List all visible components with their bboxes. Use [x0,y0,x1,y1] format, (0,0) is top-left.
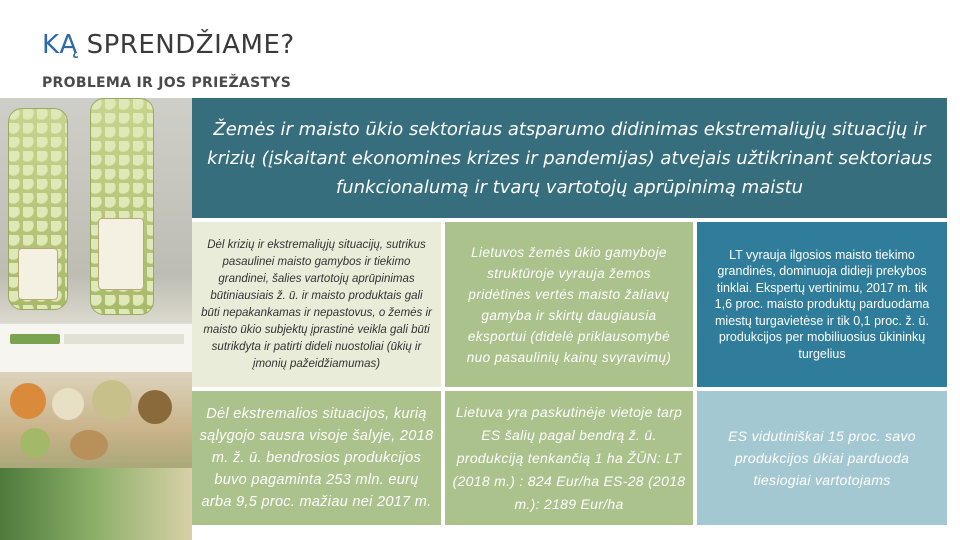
cell-text: Dėl krizių ir ekstremaliųjų situacijų, sutrikus pasaulinei maisto gamybos ir tiekimo grandinei, šalies vartotojų aprūpinimas būtiniausiais ž. ū. ir maisto produktais gali būti nepakankamas ir nepastovus, o žemės ir maisto ūkio subjektų įprastinė veikla gali būti sutrikdyta ir patirti dideli nuostoliai (ūkių ir įmonių pažeidžiamumas) [201,238,432,370]
bottle-label-left [18,248,58,300]
fruit-orange [10,383,46,419]
cell-drought-loss [192,391,441,525]
bottle-label-right [98,218,144,290]
farm-shop-photo [0,468,192,540]
page-subtitle: PROBLEMA IR JOS PRIEŽASTYS [42,75,292,91]
cell-eu-direct-sales [697,391,947,525]
website-menu [64,334,184,344]
cheese-round [92,380,132,420]
product-photo-collage [0,98,192,540]
title-accent: KĄ [42,30,78,60]
cell-eu-ranking [445,391,693,525]
cell-low-value-production [445,222,693,387]
page-title [42,30,295,60]
cell-text: Lietuva yra paskutinėje vietoje tarp ES šalių pagal bendrą ž. ū. produkciją tenkančią 1 ha ŽŪN: LT (2018 m.) : 824 Eur/ha ES-28 (2018 m.): 2189 Eur/ha [452,403,686,512]
banner-text: Žemės ir maisto ūkio sektoriaus atsparumo didinimas ekstremaliųjų situacijų ir krizių (įskaitant ekonomines krizes ir pandemijas) atvejais užtikrinant sektoriaus funkcionalumą ir tvarų vartotojų aprūpinimą maistu [207,118,932,198]
cell-text: Dėl ekstremalios situacijos, kurią sąlygojo sausra visoje šalyje, 2018 m. ž. ū. bendrosios produkcijos buvo pagaminta 253 mln. eurų arba 9,5 proc. mažiau nei 2017 m. [199,406,434,510]
problem-banner [192,98,947,218]
website-screenshot [0,323,192,372]
cell-long-supply-chains [697,222,947,387]
vegetable-green [20,428,50,458]
honey-jar [138,390,172,424]
baked-goods [70,430,108,460]
cell-text: Lietuvos žemės ūkio gamyboje struktūroje vyrauja žemos pridėtinės vertės maisto žaliavų gamyba ir skirtų daugiausia eksportui (didelė priklausomybė nuo pasaulinių kainų svyravimų) [466,244,672,365]
website-nav [10,334,60,344]
cell-text: ES vidutiniškai 15 proc. savo produkcijos ūkiai parduoda tiesiogiai vartotojams [728,428,916,488]
cell-text: LT vyrauja ilgosios maisto tiekimo grandinės, dominuoja didieji prekybos tinklai. Ekspertų vertinimu, 2017 m. tik 1,6 proc. maisto produktų parduodama miestų turgavietėse ir tik 0,1 proc. ž. ū. produkcijos per mobiliuosius ūkininkų turgelius [714,247,930,361]
title-rest: SPRENDŽIAME? [77,30,295,60]
cell-crisis-vulnerability [192,222,441,387]
bread-round [52,388,84,420]
